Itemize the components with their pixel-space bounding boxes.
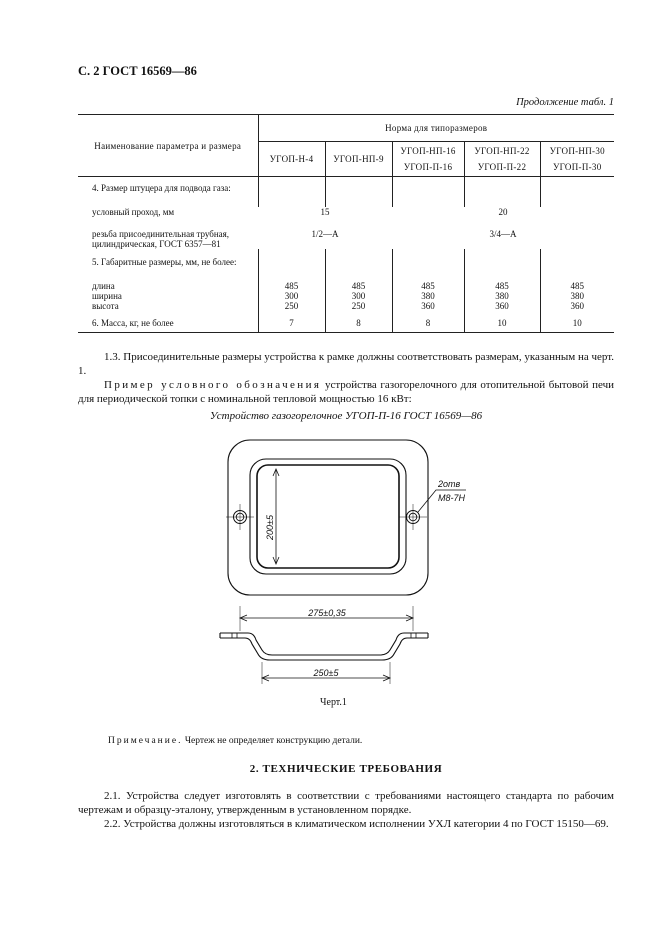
dim-height-label: 200±5: [265, 515, 275, 540]
col-header-3: УГОП-НП-16 УГОП-П-16: [392, 142, 464, 177]
col-header-2: УГОП-НП-9: [325, 142, 392, 177]
table-row: [78, 207, 614, 225]
drawing-caption: Черт.1: [320, 697, 347, 708]
table-row: [78, 249, 614, 279]
dim-outer-label: 275±0,35: [308, 608, 346, 618]
table-row: длина 485 485 485 485 485: [78, 279, 614, 291]
thread-value-large: 3/4—А: [489, 228, 517, 239]
holes-label: 2отв: [438, 479, 461, 489]
note: Примечание. Чертеж не определяет конструкцию детали.: [108, 736, 363, 746]
row4-label: 4. Размер штуцера для подвода газа:: [92, 183, 231, 193]
paragraph-2-1: 2.1. Устройства следует изготовлять в соответствии с требованиями настоящего стандарта по рабочим чертежам и образцу-эталону, утвержденным в установленном порядке.: [78, 790, 614, 816]
section-title: 2. ТЕХНИЧЕСКИЕ ТРЕБОВАНИЯ: [249, 763, 443, 775]
cond-value-small: 15: [320, 206, 330, 217]
col-header-4: УГОП-НП-22 УГОП-П-22: [464, 142, 540, 177]
paragraph-1-3: 1.3. Присоединительные размеры устройства к рамке должны соответствовать размерам, указанным на черт. 1.: [78, 351, 615, 377]
example-designation: Устройство газогорелочное УГОП-П-16 ГОСТ 16569—86: [209, 410, 483, 422]
table-continuation-label: Продолжение табл. 1: [516, 97, 614, 108]
paragraph-2-2: 2.2. Устройства должны изготовляться в климатическом исполнении УХЛ категории 4 по ГОСТ 15150—69.: [104, 818, 609, 830]
param-header: Наименование параметра и размера: [78, 115, 258, 177]
table-row: 6. Масса, кг, не более 7 8 8 10 10: [78, 311, 614, 333]
thread-label: резьба присоединительная трубная, цилиндрическая, ГОСТ 6357—81: [92, 228, 230, 249]
cond-value-large: 20: [498, 206, 508, 217]
table-row: [78, 177, 614, 207]
table-row: высота 250 250 360 360 360: [78, 301, 614, 311]
table-row: ширина 300 300 380 380 380: [78, 291, 614, 301]
col-header-5: УГОП-НП-30 УГОП-П-30: [540, 142, 614, 177]
parameters-table: [78, 114, 614, 333]
col-header-1: УГОП-Н-4: [258, 142, 325, 177]
table-row: [78, 225, 614, 249]
window-inner: [257, 465, 399, 568]
drawing-1: [180, 428, 500, 698]
section-profile: [220, 633, 428, 655]
norm-header: Норма для типоразмеров: [258, 115, 614, 142]
example-paragraph: Пример условного обозначения устройства газогорелочного для отопительной бытовой печи для периодической топки с номинальной тепловой мощностью 16 кВт:: [78, 379, 614, 405]
row5-label: 5. Габаритные размеры, мм, не более:: [92, 256, 237, 267]
thread-value-small: 1/2—А: [311, 228, 339, 239]
dim-inner-label: 250±5: [313, 668, 339, 678]
page-header: С. 2 ГОСТ 16569—86: [78, 64, 197, 78]
mass-label: 6. Масса, кг, не более: [78, 311, 258, 333]
cond-label: условный проход, мм: [92, 206, 175, 217]
thread-label: М8-7Н: [438, 493, 466, 503]
